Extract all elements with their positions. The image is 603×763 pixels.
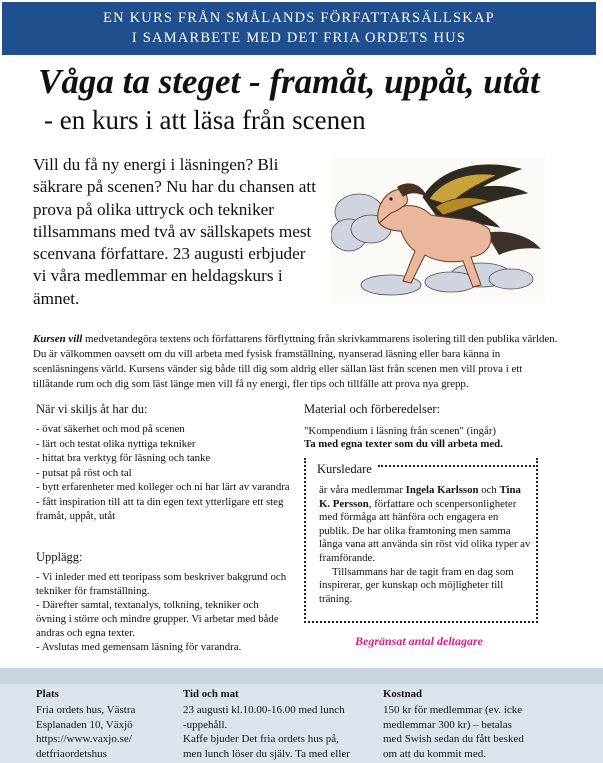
instructor-name-2: Tina K. Persson [319, 484, 521, 510]
intro-text: Vill du få ny energi i läsningen? Bli säkrare på scenen? Nu har du chansen att prova på olika uttryck och tekniker tillsammans med två av sällskapets mest scenvana författare. 23 augusti erbjuder vi våra medlemmar en heldagskurs i ämnet. [33, 155, 316, 308]
footer-link[interactable]: detfriaordetshus [36, 747, 107, 760]
material-note: Ta med egna texter som du vill arbeta med. [304, 438, 503, 450]
footer-location-heading: Plats [36, 688, 59, 700]
instructor-name-1: Ingela Karlsson [405, 484, 479, 496]
material-heading: Material och förberedelser: [304, 402, 441, 416]
structure-list [36, 570, 291, 654]
limited-seats-notice: Begränsat antal deltagare [355, 634, 484, 648]
list-item: - övat säkerhet och mod på scenen [36, 423, 185, 435]
banner-line-1: EN KURS FRÅN SMÅLANDS FÖRFATTARSÄLLSKAP [103, 10, 495, 26]
footer-link[interactable]: https://www.vaxjo.se/ [36, 733, 132, 746]
outcomes-heading: När vi skiljs åt har du: [36, 402, 148, 416]
footer-line: Fria ordets hus, Västra [36, 704, 136, 717]
footer-line: med Swish sedan du fått besked [383, 733, 524, 746]
footer-time [183, 687, 373, 761]
banner-line-2: I SAMARBETE MED DET FRIA ORDETS HUS [131, 30, 467, 46]
footer-location [36, 687, 176, 761]
instructors-heading: Kursledare [314, 462, 375, 477]
instructors-text [319, 484, 531, 606]
footer-line: om att du kommit med. [383, 747, 486, 760]
page-title: Våga ta steget - framåt, uppåt, utåt [38, 62, 540, 101]
description-body: medvetandegöra textens och författarens förflyttning från skrivkammarens isolering till den publika världen. Du är välkommen oavsett om du vill arbeta med fysisk framställning, nyanserad läsning eller bara känna in scenläsningens värld. Kursens vänder sig både till dig som aldrig eller sällan läst från scenen men vill prova i ett tillåtande rum och dig som läst länge men vill få ny energi, fler tips och tillfälle att prova nya grepp. [33, 333, 558, 390]
footer-line: 150 kr för medlemmar (ev. icke [383, 704, 523, 717]
outcomes-list [36, 422, 291, 524]
footer-line: -uppehåll. [183, 718, 228, 731]
footer-cost-heading: Kostnad [383, 688, 423, 700]
instructors-and: och [478, 484, 500, 496]
footer-line: medlemmar 300 kr) – betalas [383, 718, 512, 731]
list-item: - lärt och testat olika nyttiga tekniker [36, 437, 196, 450]
description-lead: Kursen vill [33, 333, 83, 345]
footer-line: 23 augusti kl.10.00-16.00 med lunch [183, 704, 345, 717]
list-item: - bytt erfarenheter med kolleger och ni har lärt av varandra [36, 481, 290, 494]
material-item: "Kompendium i läsning från scenen" (ingår) [304, 425, 497, 437]
page-subtitle: - en kurs i att läsa från scenen [44, 105, 366, 135]
list-item: - Därefter samtal, textanalys, tolkning, tekniker och övning i större och mindre grupper. Vi arbetar med både andras och egna texter. [36, 599, 279, 639]
footer-cost [383, 687, 578, 761]
instructors-paragraph [319, 484, 531, 566]
list-item: - hittat bra verktyg för läsning och tanke [36, 452, 211, 465]
instructors-paragraph-2: Tillsammans har de tagit fram en dag som inspirerar, ger kunskap och möjligheter till träning. [319, 565, 514, 605]
footer-line: men lunch löser du själv. Ta med eller [183, 747, 350, 760]
footer-time-heading: Tid och mat [183, 688, 239, 700]
footer-line: Kaffe bjuder Det fria ordets hus på, [183, 733, 339, 746]
list-item: - fått inspiration till att ta din egen text ytterligare ett steg framåt, uppåt, utåt [36, 495, 284, 522]
footer-stripe [0, 668, 603, 684]
footer-line: Esplanaden 10, Växjö [36, 718, 133, 731]
instructors-box-border [378, 465, 538, 467]
winged-horse-illustration [331, 157, 545, 303]
instructors-rest: , författare och scenpersonligheter med förmåga att hänföra och engagera en publik. De har olika framtoning men samma långa vana att använda sin röst vid olika typer av framförande. [319, 497, 531, 564]
header-banner [2, 2, 596, 55]
instructors-pre: är våra medlemmar [319, 484, 406, 496]
structure-heading: Upplägg: [36, 550, 83, 564]
course-description [33, 332, 563, 392]
info-footer [0, 668, 603, 763]
list-item: - putsat på röst och tal [36, 466, 132, 479]
list-item: - Avslutas med gemensam läsning för varandra. [36, 641, 242, 653]
list-item: - Vi inleder med ett teoripass som beskriver bakgrund och tekniker för framställning. [36, 571, 287, 597]
